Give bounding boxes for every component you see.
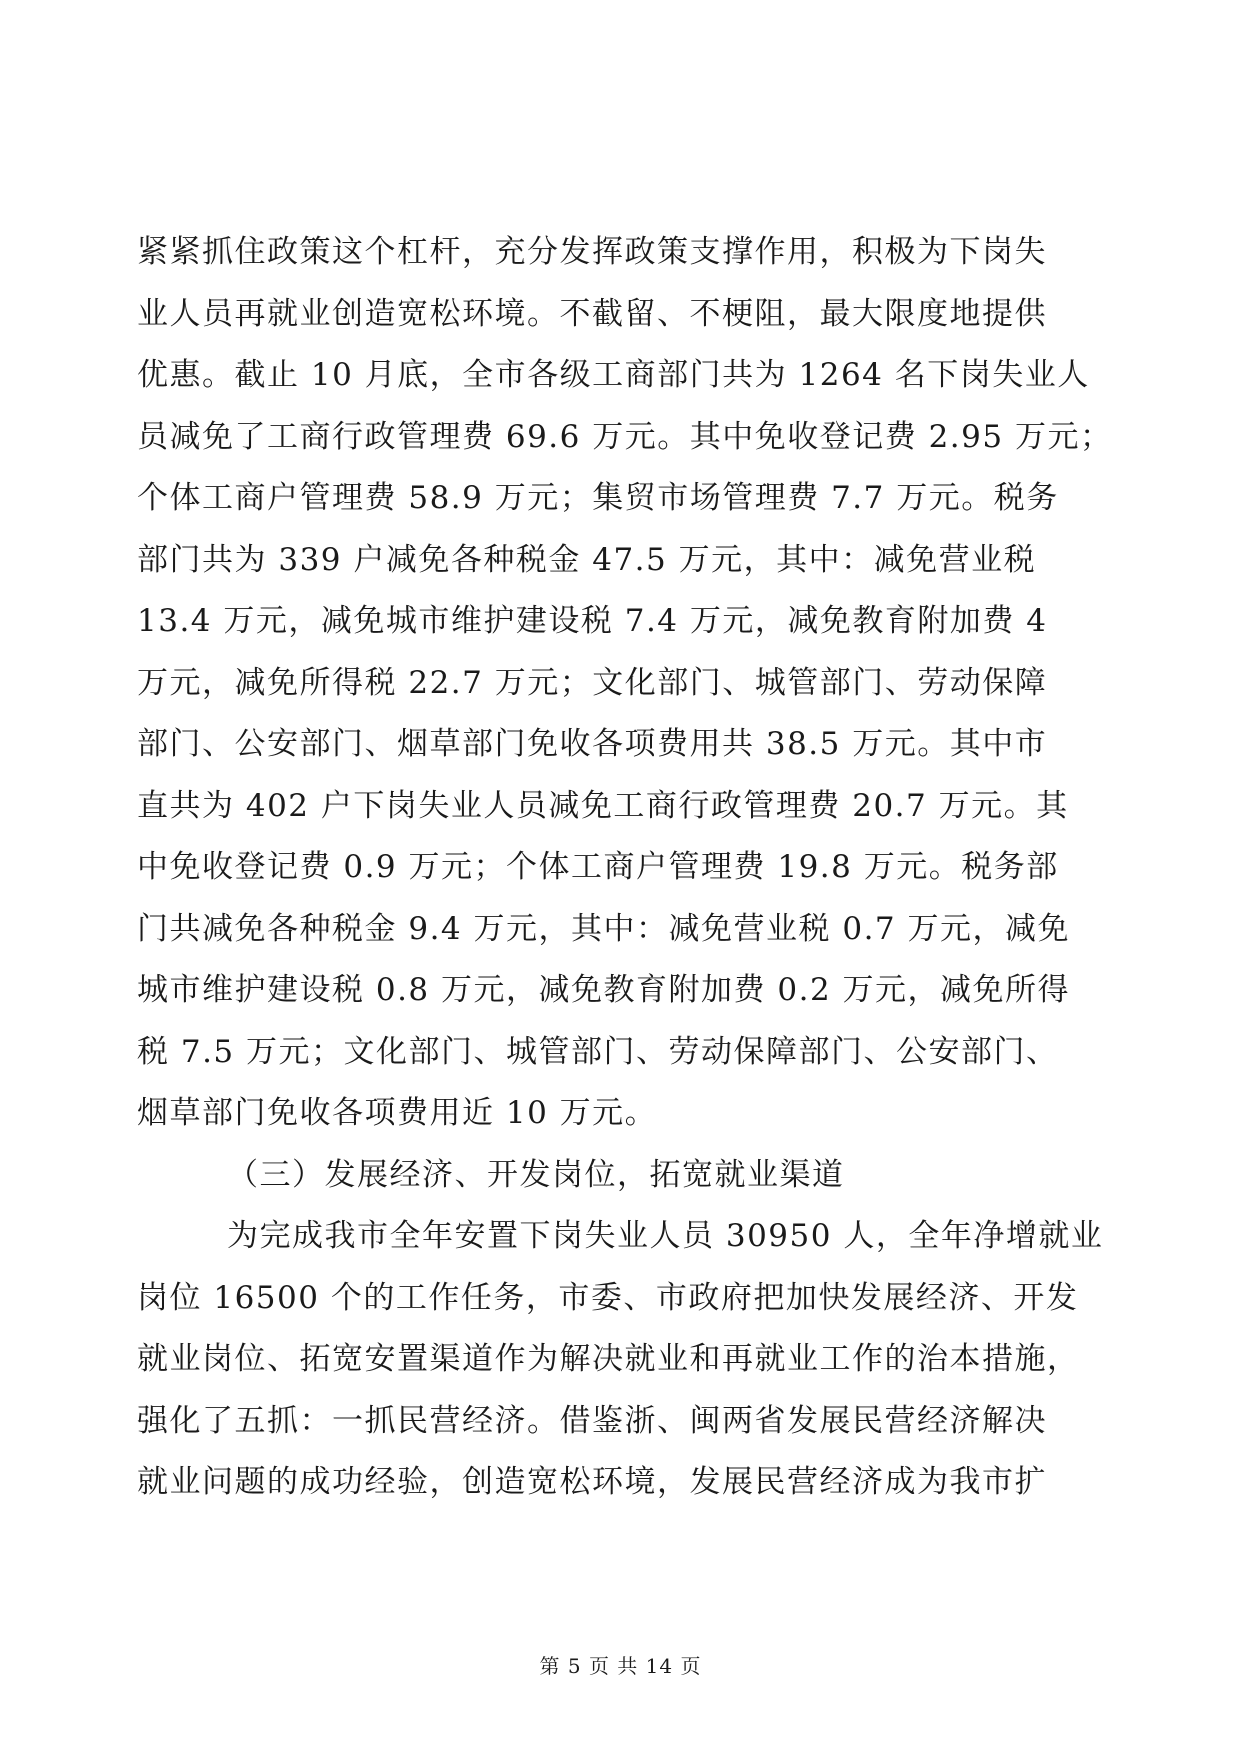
section-heading: （三）发展经济、开发岗位，拓宽就业渠道 [227,1156,845,1193]
text-line: 为完成我市全年安置下岗失业人员 30950 人，全年净增就业 [227,1218,1104,1254]
text-line: 部门共为 339 户减免各种税金 47.5 万元，其中：减免营业税 [137,541,1037,578]
text-line: 万元，减免所得税 22.7 万元；文化部门、城管部门、劳动保障 [137,664,1048,701]
text-line: 13.4 万元，减免城市维护建设税 7.4 万元，减免教育附加费 4 [137,603,1048,639]
text-line: 部门、公安部门、烟草部门免收各项费用共 38.5 万元。其中市 [137,726,1048,762]
text-line: 中免收登记费 0.9 万元；个体工商户管理费 19.8 万元。税务部 [137,849,1059,885]
text-line: 门共减免各种税金 9.4 万元，其中：减免营业税 0.7 万元，减免 [137,910,1071,947]
text-line: 直共为 402 户下岗失业人员减免工商行政管理费 20.7 万元。其 [137,787,1069,824]
text-line: 员减免了工商行政管理费 69.6 万元。其中免收登记费 2.95 万元； [137,418,1113,455]
text-line: 城市维护建设税 0.8 万元，减免教育附加费 0.2 万元，减免所得 [137,972,1071,1008]
text-line: 就业岗位、拓宽安置渠道作为解决就业和再就业工作的治本措施， [137,1341,1080,1377]
text-line: 强化了五抓：一抓民营经济。借鉴浙、闽两省发展民营经济解决 [137,1402,1047,1439]
body-text [137,222,1113,1514]
page-number-footer: 第 5 页 共 14 页 [539,1654,702,1678]
text-line: 就业问题的成功经验，创造宽松环境，发展民营经济成为我市扩 [137,1464,1047,1500]
text-line: 优惠。截止 10 月底，全市各级工商部门共为 1264 名下岗失业人 [137,357,1090,393]
text-line: 岗位 16500 个的工作任务，市委、市政府把加快发展经济、开发 [137,1279,1079,1316]
text-line: 业人员再就业创造宽松环境。不截留、不梗阻，最大限度地提供 [137,295,1047,332]
text-line: 紧紧抓住政策这个杠杆，充分发挥政策支撑作用，积极为下岗失 [137,234,1047,270]
text-line: 税 7.5 万元；文化部门、城管部门、劳动保障部门、公安部门、 [137,1033,1059,1070]
text-line: 个体工商户管理费 58.9 万元；集贸市场管理费 7.7 万元。税务 [137,480,1059,516]
text-line: 烟草部门免收各项费用近 10 万元。 [137,1095,658,1131]
